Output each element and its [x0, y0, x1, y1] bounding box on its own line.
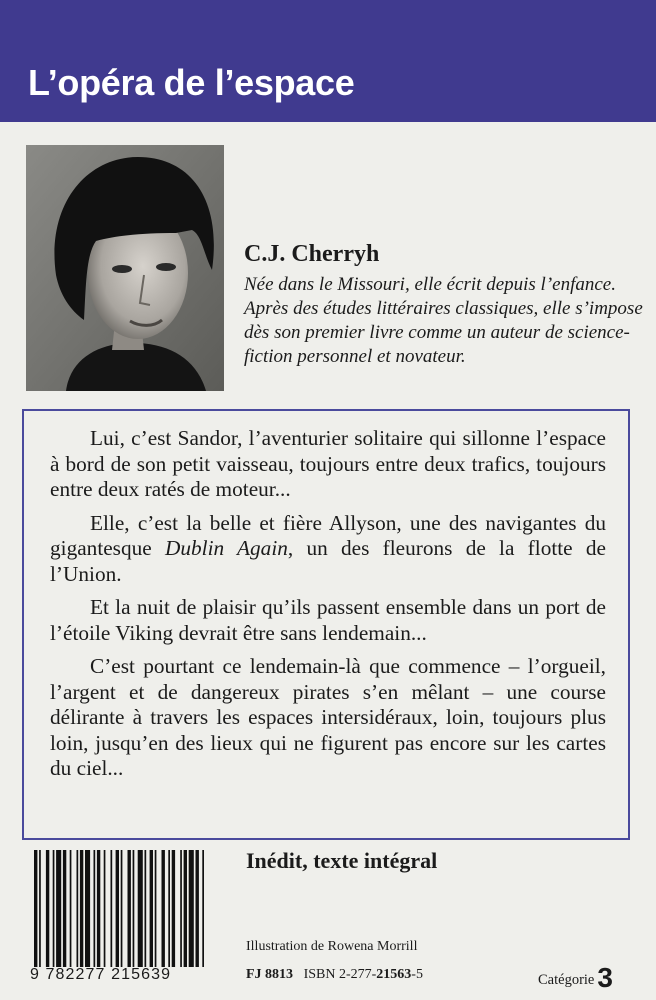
blurb-paragraph-2-end: , un des fleurons de la flotte de l’Union. [50, 536, 606, 586]
publisher-codes [246, 967, 423, 983]
blurb-paragraph-3: Et la nuit de plaisir qu’ils passent ensemble dans un port de l’étoile Viking devrait être sans lendemain... [50, 595, 606, 645]
author-name: C.J. Cherryh [244, 241, 380, 267]
category-number: 3 [597, 962, 613, 993]
barcode-digits: 9 782277 215639 [30, 966, 172, 983]
blurb-paragraph-2-start: Elle, c’est la belle et fière Allyson, une des navigantes du gigantesque [50, 510, 606, 560]
blurb-paragraph-4: C’est pourtant ce lendemain-là que commence – l’orgueil, l’argent et de dangereux pirates s’en mêlant – une course délirante à travers les espaces intersidéraux, loin, toujours plus loin, jusqu’en des lieux qui ne figurent pas encore sur les cartes du ciel... [50, 654, 606, 780]
isbn-core: 21563 [376, 967, 412, 982]
category [538, 962, 613, 994]
isbn-suffix: -5 [411, 967, 423, 982]
blurb-paragraph-1: Lui, c’est Sandor, l’aventurier solitaire qui sillonne l’espace à bord de son petit vaisseau, toujours entre deux trafics, toujours entre deux ratés de moteur... [50, 426, 606, 501]
isbn-prefix: ISBN 2-277- [303, 967, 377, 982]
barcode [34, 850, 230, 967]
edition-note: Inédit, texte intégral [246, 848, 438, 873]
ship-name: Dublin Again [164, 536, 288, 560]
series-code: FJ 8813 [246, 967, 294, 982]
category-label: Catégorie [538, 972, 595, 988]
series-title: L’opéra de l’espace [28, 62, 355, 103]
blurb-text [50, 426, 606, 790]
author-portrait [26, 145, 224, 391]
illustration-credit: Illustration de Rowena Morrill [246, 939, 418, 954]
blurb-paragraph-2 [50, 511, 606, 588]
author-bio: Née dans le Missouri, elle écrit depuis l’enfance. Après des études littéraires classiques, elle s’impose dès son premier livre comme un auteur de science-fiction personnel et novateur. [244, 274, 643, 367]
